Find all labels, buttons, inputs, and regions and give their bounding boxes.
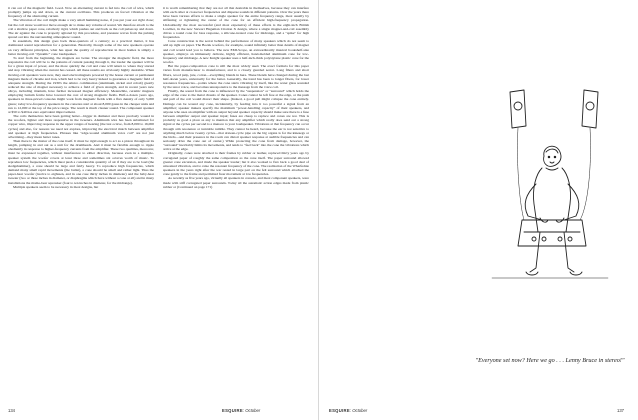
paragraph: To start from the beginning, the magnets are better. The stronger the magnetic field, the more responsive the coil will be to the patterns of current passing through it, the louder the speaker will be for a given input of power, and the more quickly the coil and cone will return to where they started and stop vibrating when the current has ceased. All these results are obviously highly desirable. When moving-coil speakers were new, they used electromagnets powered by the house current or permanent magnets made of chrome and iron, which had to be very heavy indeed to guarantee a magnetic field of adequate strength. During the 1930's the Alnico combination (aluminum, nickel and cobalt) greatly reduced the size of magnet necessary to achieve a field of given strength, and in recent years new alloys, including titanium, have further increased magnet efficiency. Meanwhile, ceramic magnets employing barium ferrite have lowered the cost of strong magnetic fields. Half-a-dozen years ago, speakers in three-priced consoles might work from magnetic fields with a flux density of only 5,000 gauss; today low-frequency speakers in the consoles start at about 8,000 gauss in the cheaper units and run to 12,000 at the top of the price range. The result is much cleaner sound. The component speaker at $50 to $40 has zero equivalent improvement. bbox=[8, 55, 154, 114]
left-page-column-2 bbox=[163, 6, 309, 404]
issue-month: : October bbox=[242, 408, 261, 413]
paragraph: Then there is the matter of the cone itself. It must be rigid enough to act as a piston throughout its length, pumping in and out as a unit for the drumheads. And it must be flexible enough to ripple obediently in response to higher-frequency currents from the amplifier. These two qualities, moreover, must be expressed together, without interference to either direction, because even in a multiple-speaker system the woofer covers at least three and sometimes six octaves worth of music. To reproduce low frequencies, which must push a considerable quantity of air if they are to be loud (the sledgehammer), a cone should be large and fairly heavy. To reproduce high frequencies, which demand many small rapid movements (the bullet), a cone should be small and rather light. Thus the paper-hear woofer (twelve to eighteen, and in one case thirty inches in diameter) and the baby-hear tweeter (two or three inches in diameter, or diaphragms which have without a cone at all) and in many installations the mama-bear squawker (four to ten inches in diameter, for the midrange). bbox=[8, 139, 154, 185]
paragraph: it is worth remembering that they are not all that desirable in themselves, because they can interfere with each other at crossover frequencies and disperse sounds in different patterns. Over the years there have been various efforts to make a single speaker for the entire frequency range, most usually by stiffening or tightening the center of the cone for an efficient high-frequency propagation. Undoubtedly the most successful (and most expensive) of these efforts is the eight-inch British Lowther, in the new Stewart Hageman Citation X design, where a single magnet-and-coil assembly drives a round cone for bass response, a silicone-treated cone for midrange, and a "spike" for high frequencies. bbox=[163, 6, 309, 40]
page-number: 137 bbox=[617, 408, 624, 413]
magazine-name: ESQUIRE bbox=[329, 408, 350, 413]
paragraph: Originally, cones were attached to their frames by rubber or leather, replaced thirty years ago by corrugated paper of roughly the same composition as the cone itself. The paper surround allowed greater cone excursion, and made the speaker louder; but it also worked to flex back a good deal of unwanted vibration, and to raise the resonant frequency of the cone. The realization of the Wharfedale speakers in the years right after the war rested in large part on the felt surround which attached the cone gently to the frame and permitted freer movement at low frequencies. bbox=[163, 151, 309, 177]
cartoon-drawing bbox=[472, 6, 628, 352]
cartoon-illustration bbox=[472, 6, 628, 352]
paragraph: Multiple speakers seem to be necessary in most designs, but bbox=[13, 184, 99, 189]
issue-month: : October bbox=[349, 408, 368, 413]
right-page-footer bbox=[329, 408, 629, 414]
console-cabinet bbox=[518, 220, 586, 246]
paragraph: But the paper-composition cone is still the most widely used. The exact formula for this paper varies from manufacturer to manufacturer, and is a closely guarded secret. Long fibers and short fibers, wood pulp, jute, cotton—everything blends in here. These blends have changed during the last half-dozen years, universally for the better. Generally, the trend has been to longer fibers, for lower resonance frequencies—points where the cone starts vibrating by itself, like the water glass sounded by the tenor voice, and becomes unresponsive to the message from the voice coil. bbox=[163, 64, 309, 89]
paragraph: The vibration of the coil might make a very small humming noise, if you put your ear right close; but the coil alone would not move enough air to make any volume of sound. We therefore attach to the coil a shallow paper cone, relatively rigid, which pushes out and back as the coil pulses up and down. The air against the cone is properly agitated by this procedure, and pressure waves from the pulsing spread out into the surrounding atmosphere: sound. bbox=[8, 18, 154, 40]
paragraph: Cone construction is the secret behind the performance of many speakers which do not seem to add up right on paper. The Bozak woofers, for example, sound infinitely better than details of magnet and coil would lead you to believe. The new EMI-Scope, an extraordinarily musical bookshelf-size speaker, employs an immensely delicate, highly efficient, hand-molded aluminum cone for low-frequency and midrange. A new Knight speaker uses a half-inch-thick polystyrene plastic cone for the woofer. bbox=[163, 39, 309, 65]
paragraph: As recently as five years ago, virtually all speakers in console, and most component speakers, were made with stiff corrugated paper surrounds. Today all the automatic action edges made from plastic rubber or (Continued on page 171) bbox=[163, 176, 309, 189]
magazine-name: ESQUIRE bbox=[222, 408, 243, 413]
speaker-cabinet-left bbox=[510, 90, 526, 128]
page-number: 134 bbox=[8, 408, 15, 413]
left-page-footer bbox=[8, 408, 261, 414]
running-foot bbox=[329, 408, 367, 414]
cartoon-caption: "Everyone set now? Here we go . . . Lenny Bruce in stereo!" bbox=[475, 357, 625, 364]
paragraph: The coils themselves have been getting better—bigger in diameter and more precisely wound in the woofers, lighter and more responsive in the tweeters. Aluminum wire has been substituted for copper wire, improving response in the upper ranges of hearing (the last octave, from 8,000 to 16,000 cycles) and also, for reasons we need not explore, improving the electrical match between amplifier and speaker at high frequencies. Phrases like "edge-wound aluminum voice coil" are not just advertising—they mean better tones. bbox=[8, 114, 154, 139]
left-page-column-1 bbox=[8, 6, 154, 404]
paragraph: Finally, the sound from the cone is influenced by the "suspension" or "surround" which holds the edge of the cone to the metal chassis of the speaker. Cones cannot be left free at the edge, or the push and pull of the coil would distort their shape. (Indeed, a good pull might collapse the cone entirely. Damage can be wound any cone, incidentally, by feeding into it too powerful a signal from an amplifier; speaker makers specify the maximum "power-handling capacity" of their speakers, and anyone who uses an amplifier with an output beyond speaker capacity should make sure there is a fuse between amplifier output and speaker input; fuses are cheap to replace and cones are not. This is probably as good a place as any to mention that any amplifier which really does send out a strong signal at the cycles per second is a menace to your loudspeaker. Vibrations at that frequency can occur through arm resonance or turntable rumble. They cannot be heard, because the ear is not sensitive to anything much below twenty cycles—that sixteen-cycle pipe on the big organs is for the kinesegs or the birds—and their presence in the room can distort speaker response at audible frequencies and can seriously drive the cone out of center.) While protecting the cone from damage, however, the "surround" inevitably limits its movements, and tends to "feel back" into the cone the vibrations which arrive at the edge. bbox=[163, 89, 309, 152]
paragraph: In essentials, this design goes back three-quarters of a century; as a practical matter, it has dominated sound reproduction for a generation. Basically, though some of the new speakers operate on very different principles, what has upset the quality of reproduction in most homes is simply a better moving-coil "dynamic" cone loudspeaker. bbox=[8, 39, 154, 56]
paragraph: it can out of the magnetic field. Good. Now an alternating current is fed into the coil of wire, which promptly jumps up and down, as the current oscillates. This produces an forced vibration at the frequency of the alternating current. bbox=[8, 6, 154, 19]
running-foot bbox=[222, 408, 260, 414]
speaker-cabinet-right bbox=[582, 90, 598, 128]
right-page bbox=[319, 0, 638, 420]
